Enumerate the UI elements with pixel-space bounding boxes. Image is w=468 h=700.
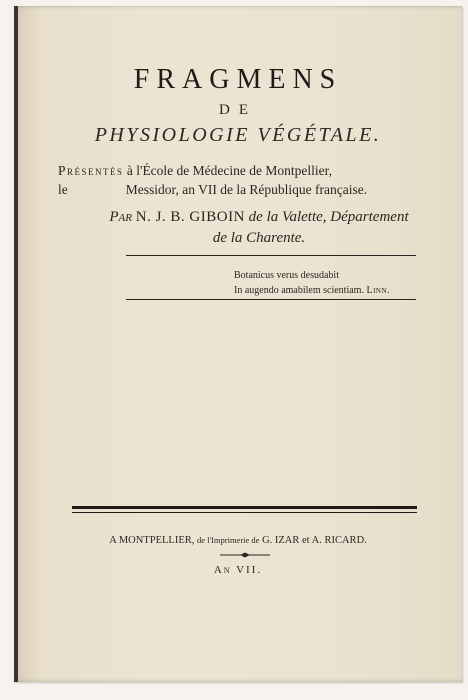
author-line-2: de la Charente. <box>212 230 306 246</box>
epigraph-top-rule <box>126 255 416 256</box>
imprint-small-text: de l'Imprimerie de <box>197 535 260 545</box>
publication-year: An VII. <box>213 564 263 576</box>
epigraph-line-2: In augendo amabilem scientiam. <box>234 285 364 296</box>
imprint-city: A MONTPELLIER, <box>109 535 195 546</box>
presentation-line-2 <box>58 180 438 199</box>
author-par: Par <box>109 209 132 225</box>
epigraph <box>234 268 390 298</box>
author-line-1 <box>109 209 408 225</box>
author-statement <box>74 207 444 249</box>
epigraph-line-1: Botanicus verus desudabit <box>234 270 339 281</box>
book-title: FRAGMENS <box>133 64 343 95</box>
imprint-double-rule <box>72 506 417 513</box>
author-name: N. J. B. GIBOIN <box>135 209 245 225</box>
title-page <box>14 6 462 682</box>
epigraph-attribution: Linn. <box>366 285 391 296</box>
ornament-rule-icon <box>220 552 270 558</box>
presented-line-1-rest: à l'École de Médecine de Montpellier, <box>123 163 332 178</box>
presented-word: Présentés <box>58 163 124 178</box>
imprint-printers: G. IZAR et A. RICARD. <box>262 535 367 546</box>
presented-le: le <box>58 182 68 197</box>
title-connector: DE <box>219 102 257 118</box>
book-subtitle: PHYSIOLOGIE VÉGÉTALE. <box>94 124 382 146</box>
imprint-line <box>14 535 462 546</box>
author-line-1-rest: de la Valette, Département <box>248 209 409 225</box>
presentation-line-1 <box>58 161 438 180</box>
epigraph-bottom-rule <box>126 299 416 300</box>
presentation-statement <box>58 161 438 199</box>
presented-line-2-rest: Messidor, an VII de la République française. <box>125 182 368 197</box>
